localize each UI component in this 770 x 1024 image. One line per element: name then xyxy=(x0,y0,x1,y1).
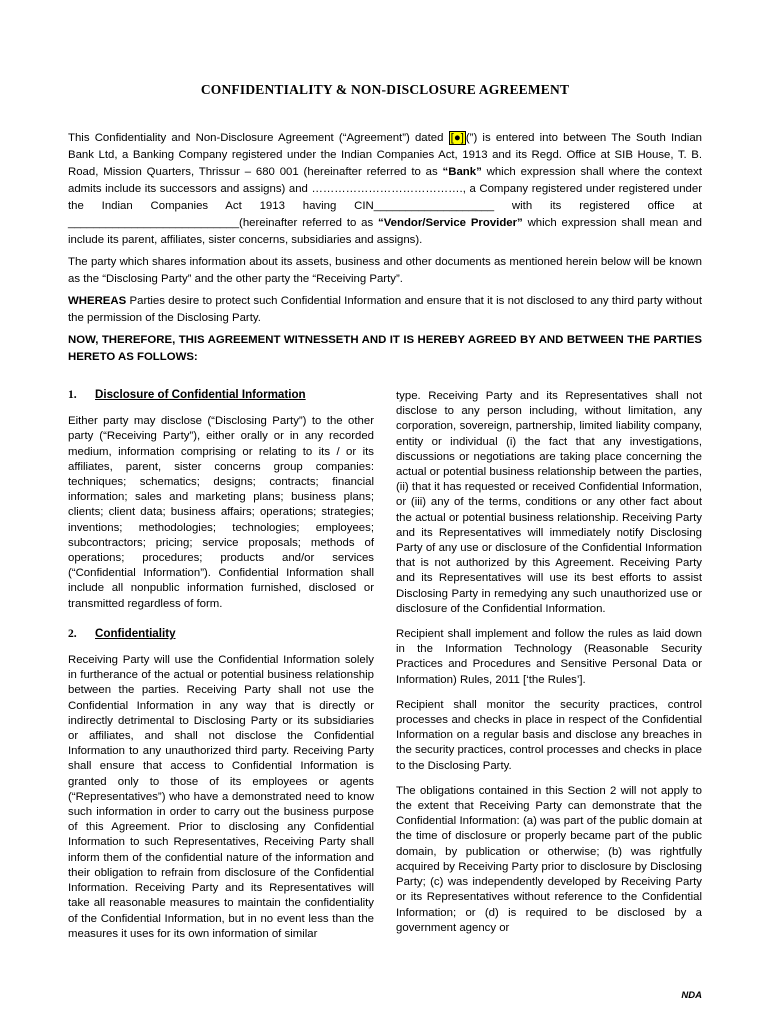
it-rules-paragraph: Recipient shall implement and follow the rules as laid down in the Information Technology (Reasonable Security Practices and Procedures and Sensitive Personal Data or Information) Rules, 2011 [‘the Rules’]. xyxy=(396,628,702,686)
date-placeholder-mark: [●] xyxy=(450,132,464,144)
section-1-heading: 1. Disclosure of Confidential Information xyxy=(68,388,306,401)
intro-paragraph-witnesseth: NOW, THEREFORE, THIS AGREEMENT WITNESSETH AND IT IS HEREBY AGREED BY AND BETWEEN THE PARTIES HERETO AS FOLLOWS: xyxy=(68,334,702,363)
section-1-body: Either party may disclose (“Disclosing Party”) to the other party (“Receiving Party”), either orally or in any recorded medium, information comprising or relating to its / or its affiliates, parent, sister concerns group companies: techniques; schematics; designs; contracts; financial information; sales and marketing plans; business plans; clients; client data; business affairs; operations; strategies; inventions; methodologies; technologies; employees; subcontractors; pricing; service proposals; methods of operations; procedures; products and/or services (“Confidential Information”). Confidential Information shall include all nonpublic information furnished, disclosed or transmitted regardless of form. xyxy=(68,415,374,610)
right-column xyxy=(396,389,702,946)
intro-section xyxy=(68,130,702,371)
footer-label: NDA xyxy=(681,990,702,1001)
bank-term: “Bank” xyxy=(442,166,482,178)
section-2-continuation: type. Receiving Party and its Representatives shall not disclose to any person including, without limitation, any corporation, sovereign, partnership, limited liability company, entity or individual (i) the fact that any investigations, discussions or negotiations are taking place concerning the actual or potential business relationship between the parties, (ii) that it has requested or received Confidential Information, or (iii) any of the terms, conditions or any other fact about the actual or potential business relationship. Receiving Party and its Representatives will immediately notify Disclosing Party of any use or disclosure of the Confidential Information that is not authorized by this Agreement. Receiving Party and its Representatives will use its best efforts to assist Disclosing Party in remedying any such unauthorized use or disclosure of the Confidential Information. xyxy=(396,390,702,615)
intro-paragraph-whereas: WHEREAS Parties desire to protect such Confidential Information and ensure that it is not disclosed to any third party without the permission of the Disclosing Party. xyxy=(68,295,702,324)
left-column xyxy=(68,387,374,952)
exceptions-paragraph: The obligations contained in this Section 2 will not apply to the extent that Receiving Party can demonstrate that the Confidential Information: (a) was part of the public domain at the time of disclosure or properly became part of the public domain, by publication or otherwise; (b) was rightfully acquired by Receiving Party prior to disclosure by Disclosing Party; (c) was independently developed by Receiving Party or its Representatives without reference to the Confidential Information; or (d) is required to be disclosed by a government agency or xyxy=(396,784,702,934)
section-2-body: Receiving Party will use the Confidential Information solely in furtherance of the actual or potential business relationship between the parties. Receiving Party shall not use the Confidential Information in any way that is directly or indirectly detrimental to Disclosing Party or its subsidiaries or affiliates, and shall not disclose the Confidential Information to any unauthorized third party. Receiving Party shall ensure that access to Confidential Information is granted only to those of its employees or agents (“Representatives”) who have a demonstrated need to know such information in order to carry out the business purpose of this Agreement. Prior to disclosing any Confidential Information to such Representatives, Receiving Party shall inform them of the confidential nature of the information and their obligation to refrain from disclosure of the Confidential Information. Receiving Party and its Representatives will take all reasonable measures to maintain the confidentiality of the Confidential Information, but in no event less than the measures it uses for its own information of similar xyxy=(68,654,374,940)
document-title: CONFIDENTIALITY & NON-DISCLOSURE AGREEMENT xyxy=(200,82,570,97)
monitoring-paragraph: Recipient shall monitor the security practices, control processes and checks in place in respect of the Confidential Information on a regular basis and disclose any breaches in the security practices, control processes and checks in place to the Disclosing Party. xyxy=(396,698,702,772)
vendor-term: “Vendor/Service Provider” xyxy=(378,217,523,229)
intro-paragraph-definitions: The party which shares information about its assets, business and other documents as mentioned herein below will be known as the “Disclosing Party” and the other party the “Receiving Party”. xyxy=(68,256,702,285)
section-2-heading: 2. Confidentiality xyxy=(68,626,176,640)
intro-paragraph-parties: This Confidentiality and Non-Disclosure Agreement (“Agreement”) dated [●] (”) is entered into between The South Indian Bank Ltd, a Banking Company registered under the Indian Companies Act, 1913 and its Regd. Office at SIB House, T. B. Road, Mission Quarters, Thrissur – 680 001 (hereinafter referred to as “Bank” which expression shall where the context admits include its successors and assigns) and …………………………………., a Company registered under registered under the Indian Companies Act 1913 having CIN___________________ with its registered office at ___________________________(hereinafter referred to as “Vendor/Service Provider” which expression shall mean and include its parent, affiliates, sister concerns, subsidiaries and assigns). xyxy=(68,132,702,246)
